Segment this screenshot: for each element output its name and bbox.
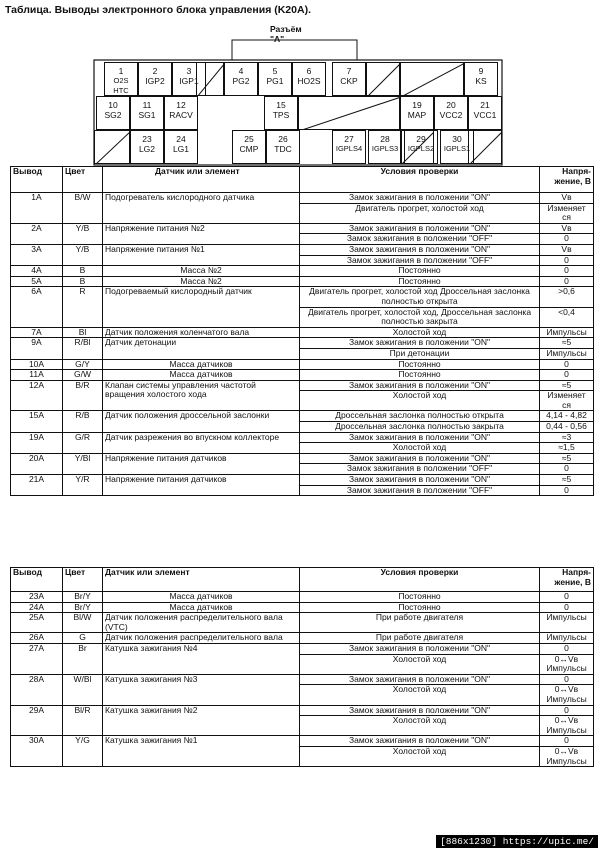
pin-number: 26 xyxy=(278,134,288,144)
voltage-cell: 0 xyxy=(540,255,594,266)
wire-color-cell: Bl/W xyxy=(63,613,103,633)
pin-cell: 25A xyxy=(11,613,63,633)
connector-pin xyxy=(368,130,402,164)
voltage-cell: 0 xyxy=(540,736,594,747)
sensor-cell: Напряжение питания №2 xyxy=(103,223,300,244)
voltage-cell: Vв xyxy=(540,244,594,255)
condition-cell: Замок зажигания в положении "ON" xyxy=(300,453,540,464)
condition-cell: Двигатель прогрет, холостой ход xyxy=(300,203,540,223)
condition-cell: Холостой ход xyxy=(300,716,540,736)
condition-cell: Холостой ход xyxy=(300,443,540,454)
pin-number: 28 xyxy=(380,134,390,144)
pin-code: O2S HTC xyxy=(113,76,129,95)
pin-code: LG1 xyxy=(172,144,190,154)
sensor-cell: Клапан системы управления частотой вращения холостого хода xyxy=(103,380,300,411)
sensor-cell: Датчик детонации xyxy=(103,338,300,359)
header-pin: Вывод xyxy=(11,167,63,193)
pin-cell: 24A xyxy=(11,602,63,613)
pin-cell: 15A xyxy=(11,411,63,432)
condition-cell: Замок зажигания в положении "ON" xyxy=(300,338,540,349)
condition-cell: Дроссельная заслонка полностью закрыта xyxy=(300,422,540,433)
connector-pin xyxy=(96,96,130,130)
table-row xyxy=(11,674,594,685)
table-row xyxy=(11,592,594,603)
condition-cell: Постоянно xyxy=(300,276,540,287)
wire-color-cell: Y/B xyxy=(63,223,103,244)
pin-cell: 6A xyxy=(11,287,63,327)
pin-number: 6 xyxy=(306,66,312,76)
pin-number: 3 xyxy=(186,66,192,76)
sensor-cell: Напряжение питания №1 xyxy=(103,244,300,265)
voltage-cell: 0↔Vв Импульсы xyxy=(540,654,594,674)
voltage-cell: 0↔Vв Импульсы xyxy=(540,716,594,736)
wire-color-cell: Y/G xyxy=(63,736,103,767)
condition-cell: Замок зажигания в положении "OFF" xyxy=(300,255,540,266)
pin-code: SG2 xyxy=(104,110,122,120)
voltage-cell: 0 xyxy=(540,485,594,496)
voltage-cell: ≈5 xyxy=(540,475,594,486)
condition-cell: Замок зажигания в положении "ON" xyxy=(300,705,540,716)
sensor-cell: Масса датчиков xyxy=(103,602,300,613)
header-conditions: Условия проверки xyxy=(300,568,540,592)
wire-color-cell: Bl xyxy=(63,327,103,338)
voltage-cell: Импульсы xyxy=(540,633,594,644)
voltage-cell: 4,14 - 4,82 xyxy=(540,411,594,422)
condition-cell: Постоянно xyxy=(300,359,540,370)
empty-pin-slot xyxy=(366,62,400,96)
wire-color-cell: Bl/R xyxy=(63,705,103,736)
voltage-cell: Импульсы xyxy=(540,348,594,359)
pin-cell: 12A xyxy=(11,380,63,411)
voltage-cell: 0,44 - 0,56 xyxy=(540,422,594,433)
connector-pin xyxy=(264,96,298,130)
voltage-cell: 0 xyxy=(540,674,594,685)
sensor-cell: Подогреватель кислородного датчика xyxy=(103,193,300,224)
header-color: Цвет xyxy=(63,167,103,193)
table-row xyxy=(11,475,594,486)
sensor-cell: Датчик положения распределительного вала xyxy=(103,633,300,644)
sensor-cell: Напряжение питания датчиков xyxy=(103,453,300,474)
pin-number: 29 xyxy=(416,134,426,144)
table-row xyxy=(11,380,594,391)
condition-cell: Замок зажигания в положении "ON" xyxy=(300,643,540,654)
sensor-cell: Масса датчиков xyxy=(103,370,300,381)
pin-cell: 5A xyxy=(11,276,63,287)
condition-cell: При работе двигателя xyxy=(300,613,540,633)
connector-pin xyxy=(130,130,164,164)
pin-cell: 27A xyxy=(11,643,63,674)
pin-cell: 11A xyxy=(11,370,63,381)
condition-cell: Замок зажигания в положении "ON" xyxy=(300,432,540,443)
table-row xyxy=(11,432,594,443)
condition-cell: Замок зажигания в положении "ON" xyxy=(300,244,540,255)
pin-cell: 3A xyxy=(11,244,63,265)
sensor-cell: Датчик положения дроссельной заслонки xyxy=(103,411,300,432)
condition-cell: При работе двигателя xyxy=(300,633,540,644)
voltage-cell: 0↔Vв Импульсы xyxy=(540,685,594,705)
table-row xyxy=(11,338,594,349)
pin-code: MAP xyxy=(407,110,427,120)
pin-number: 9 xyxy=(478,66,484,76)
pin-number: 5 xyxy=(272,66,278,76)
condition-cell: Холостой ход xyxy=(300,391,540,411)
sensor-cell: Масса №2 xyxy=(103,266,300,277)
header-voltage: Напря-жение, В xyxy=(540,568,594,592)
voltage-cell: Импульсы xyxy=(540,327,594,338)
pin-cell: 4A xyxy=(11,266,63,277)
table-row xyxy=(11,276,594,287)
wire-color-cell: Br xyxy=(63,643,103,674)
wire-color-cell: B/R xyxy=(63,380,103,411)
header-sensor: Датчик или элемент xyxy=(103,167,300,193)
pin-number: 4 xyxy=(238,66,244,76)
condition-cell: Замок зажигания в положении "OFF" xyxy=(300,464,540,475)
wire-color-cell: Y/B xyxy=(63,244,103,265)
sensor-cell: Напряжение питания датчиков xyxy=(103,475,300,496)
condition-cell: Замок зажигания в положении "ON" xyxy=(300,223,540,234)
condition-cell: Постоянно xyxy=(300,602,540,613)
pin-number: 1 xyxy=(118,66,124,76)
pin-cell: 2A xyxy=(11,223,63,244)
pin-code: KS xyxy=(475,76,487,86)
pin-number: 20 xyxy=(446,100,456,110)
voltage-cell: 0 xyxy=(540,705,594,716)
voltage-cell: 0 xyxy=(540,359,594,370)
connector-pin xyxy=(266,130,300,164)
wire-color-cell: G xyxy=(63,633,103,644)
wire-color-cell: Y/R xyxy=(63,475,103,496)
pin-cell: 7A xyxy=(11,327,63,338)
table-row xyxy=(11,453,594,464)
empty-pin-slot xyxy=(94,130,130,164)
wire-color-cell: G/W xyxy=(63,370,103,381)
sensor-cell: Датчик положения распределительного вала (VTC) xyxy=(103,613,300,633)
pin-code: PG1 xyxy=(266,76,284,86)
connector-label: Разъём "A" xyxy=(270,24,302,44)
voltage-cell: Импульсы xyxy=(540,613,594,633)
voltage-cell: ≈3 xyxy=(540,432,594,443)
sensor-cell: Катушка зажигания №2 xyxy=(103,705,300,736)
table-row xyxy=(11,613,594,633)
pin-cell: 10A xyxy=(11,359,63,370)
empty-pin-slot xyxy=(400,130,434,164)
table-row xyxy=(11,359,594,370)
pin-number: 23 xyxy=(142,134,152,144)
pin-cell: 1A xyxy=(11,193,63,224)
pin-code: CMP xyxy=(239,144,259,154)
pin-number: 24 xyxy=(176,134,186,144)
condition-cell: Холостой ход xyxy=(300,654,540,674)
table-row xyxy=(11,736,594,747)
voltage-cell: 0 xyxy=(540,602,594,613)
voltage-cell: ≈5 xyxy=(540,380,594,391)
condition-cell: Холостой ход xyxy=(300,327,540,338)
pin-number: 27 xyxy=(344,134,354,144)
voltage-cell: 0 xyxy=(540,234,594,245)
wire-color-cell: W/Bl xyxy=(63,674,103,705)
condition-cell: Замок зажигания в положении "OFF" xyxy=(300,234,540,245)
pin-number: 7 xyxy=(346,66,352,76)
condition-cell: Постоянно xyxy=(300,266,540,277)
sensor-cell: Масса №2 xyxy=(103,276,300,287)
pin-number: 25 xyxy=(244,134,254,144)
table-row xyxy=(11,287,594,307)
pin-cell: 23A xyxy=(11,592,63,603)
pin-number: 10 xyxy=(108,100,118,110)
condition-cell: Двигатель прогрет, холостой ход, Дроссельная заслонка полностью закрыта xyxy=(300,307,540,327)
voltage-cell: ≈1,5 xyxy=(540,443,594,454)
wire-color-cell: Y/Bl xyxy=(63,453,103,474)
pin-code: IGPLS3 xyxy=(371,144,399,153)
pin-cell: 26A xyxy=(11,633,63,644)
pin-cell: 9A xyxy=(11,338,63,359)
wire-color-cell: Br/Y xyxy=(63,592,103,603)
sensor-cell: Масса датчиков xyxy=(103,592,300,603)
connector-pin xyxy=(292,62,326,96)
connector-pin xyxy=(332,62,366,96)
pin-number: 2 xyxy=(152,66,158,76)
wire-color-cell: G/R xyxy=(63,432,103,453)
sensor-cell: Катушка зажигания №3 xyxy=(103,674,300,705)
condition-cell: Холостой ход xyxy=(300,685,540,705)
wire-color-cell: R xyxy=(63,287,103,327)
pins-table-2 xyxy=(10,567,594,767)
voltage-cell: >0,6 xyxy=(540,287,594,307)
voltage-cell: Vв xyxy=(540,193,594,204)
connector-pin xyxy=(464,62,498,96)
condition-cell: Постоянно xyxy=(300,592,540,603)
table-row xyxy=(11,705,594,716)
condition-cell: Замок зажигания в положении "ON" xyxy=(300,193,540,204)
table-row xyxy=(11,244,594,255)
pin-cell: 30A xyxy=(11,736,63,767)
pin-number: 19 xyxy=(412,100,422,110)
pins-table-1 xyxy=(10,166,594,496)
connector-pin xyxy=(332,130,366,164)
pin-code: LG2 xyxy=(138,144,156,154)
pin-code: IGPLS2 xyxy=(407,144,435,153)
connector-pin xyxy=(258,62,292,96)
wire-color-cell: Br/Y xyxy=(63,602,103,613)
empty-pin-slot xyxy=(468,130,502,164)
wire-color-cell: B/W xyxy=(63,193,103,224)
voltage-cell: Изменяет ся xyxy=(540,203,594,223)
connector-pin xyxy=(224,62,258,96)
connector-pin xyxy=(130,96,164,130)
table-row xyxy=(11,266,594,277)
condition-cell: Замок зажигания в положении "ON" xyxy=(300,674,540,685)
connector-pin xyxy=(468,96,502,130)
connector-pin xyxy=(232,130,266,164)
pin-code: IGP1 xyxy=(179,76,199,86)
voltage-cell: 0 xyxy=(540,276,594,287)
sensor-cell: Датчик разрежения во впускном коллекторе xyxy=(103,432,300,453)
condition-cell: Дроссельная заслонка полностью открыта xyxy=(300,411,540,422)
pin-number: 15 xyxy=(276,100,286,110)
page-title: Таблица. Выводы электронного блока управления (K20A). xyxy=(5,4,311,16)
voltage-cell: 0 xyxy=(540,592,594,603)
sensor-cell: Подогреваемый кислородный датчик xyxy=(103,287,300,327)
pin-code: VCC2 xyxy=(439,110,463,120)
pin-code: CKP xyxy=(340,76,358,86)
empty-pin-slot xyxy=(400,62,464,96)
connector-pin xyxy=(164,96,198,130)
table-row xyxy=(11,643,594,654)
table-row xyxy=(11,193,594,204)
condition-cell: Замок зажигания в положении "ON" xyxy=(300,736,540,747)
voltage-cell: Vв xyxy=(540,223,594,234)
pin-code: HO2S xyxy=(297,76,321,86)
wire-color-cell: B xyxy=(63,266,103,277)
table-row xyxy=(11,370,594,381)
table-row xyxy=(11,602,594,613)
condition-cell: Холостой ход xyxy=(300,746,540,766)
sensor-cell: Масса датчиков xyxy=(103,359,300,370)
image-source-footer: [886x1230] https://upic.me/ xyxy=(436,835,598,848)
connector-pin xyxy=(434,96,468,130)
condition-cell: Замок зажигания в положении "ON" xyxy=(300,380,540,391)
pin-cell: 29A xyxy=(11,705,63,736)
pin-code: VCC1 xyxy=(473,110,497,120)
empty-pin-slot xyxy=(196,62,224,96)
pin-code: PG2 xyxy=(232,76,250,86)
pin-number: 12 xyxy=(176,100,186,110)
connector-pin xyxy=(138,62,172,96)
header-pin: Вывод xyxy=(11,568,63,592)
voltage-cell: <0,4 xyxy=(540,307,594,327)
pin-number: 30 xyxy=(452,134,462,144)
pin-code: TDC xyxy=(274,144,292,154)
pin-cell: 21A xyxy=(11,475,63,496)
wire-color-cell: G/Y xyxy=(63,359,103,370)
wire-color-cell: R/Bl xyxy=(63,338,103,359)
table-row xyxy=(11,411,594,422)
header-color: Цвет xyxy=(63,568,103,592)
voltage-cell: 0 xyxy=(540,643,594,654)
condition-cell: Замок зажигания в положении "OFF" xyxy=(300,485,540,496)
pin-code: IGPLS1 xyxy=(443,144,471,153)
voltage-cell: ≈5 xyxy=(540,338,594,349)
voltage-cell: 0↔Vв Импульсы xyxy=(540,746,594,766)
header-sensor: Датчик или элемент xyxy=(103,568,300,592)
pin-cell: 19A xyxy=(11,432,63,453)
pin-number: 21 xyxy=(480,100,490,110)
voltage-cell: 0 xyxy=(540,266,594,277)
pin-cell: 28A xyxy=(11,674,63,705)
wire-color-cell: R/B xyxy=(63,411,103,432)
voltage-cell: Изменяет ся xyxy=(540,391,594,411)
connector-pin xyxy=(164,130,198,164)
voltage-cell: 0 xyxy=(540,464,594,475)
condition-cell: Двигатель прогрет, холостой ход Дроссельная заслонка полностью открыта xyxy=(300,287,540,307)
wire-color-cell: B xyxy=(63,276,103,287)
condition-cell: Постоянно xyxy=(300,370,540,381)
pin-code: TPS xyxy=(272,110,290,120)
header-conditions: Условия проверки xyxy=(300,167,540,193)
empty-pin-slot xyxy=(298,96,400,130)
table-row xyxy=(11,223,594,234)
table-row xyxy=(11,633,594,644)
pin-cell: 20A xyxy=(11,453,63,474)
connector-pin xyxy=(104,62,138,96)
pin-code: IGPLS4 xyxy=(335,144,363,153)
condition-cell: При детонации xyxy=(300,348,540,359)
sensor-cell: Датчик положения коленчатого вала xyxy=(103,327,300,338)
sensor-cell: Катушка зажигания №4 xyxy=(103,643,300,674)
connector-pin xyxy=(400,96,434,130)
voltage-cell: ≈5 xyxy=(540,453,594,464)
sensor-cell: Катушка зажигания №1 xyxy=(103,736,300,767)
pin-code: RACV xyxy=(169,110,193,120)
pin-number: 11 xyxy=(142,100,152,110)
voltage-cell: 0 xyxy=(540,370,594,381)
header-voltage: Напря-жение, В xyxy=(540,167,594,193)
condition-cell: Замок зажигания в положении "ON" xyxy=(300,475,540,486)
table-row xyxy=(11,327,594,338)
pin-code: IGP2 xyxy=(145,76,165,86)
pin-code: SG1 xyxy=(138,110,156,120)
